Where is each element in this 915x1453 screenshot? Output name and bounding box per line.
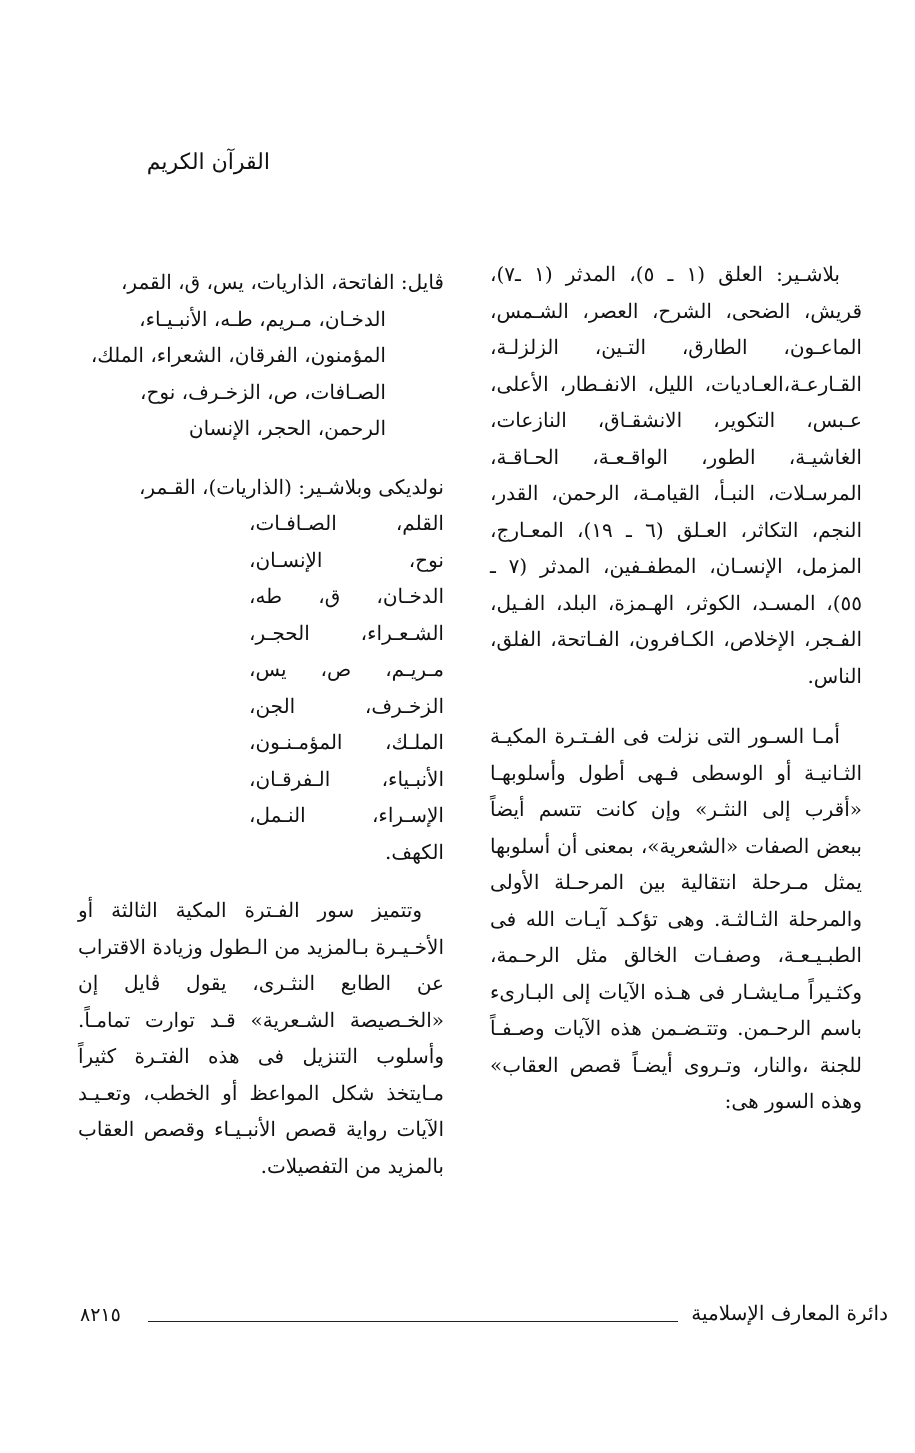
left-column <box>78 264 444 1208</box>
list-line: الزخـرف، الجن، <box>249 693 444 718</box>
noldeke-list-head: نولديكى وبلاشـير: (الذاريات)، القـمر، <box>138 474 444 499</box>
page-number: ٨٢١٥ <box>80 1304 121 1326</box>
footer-publication-title: دائرة المعارف الإسلامية <box>691 1301 888 1325</box>
footer-rule-divider <box>148 1321 678 1322</box>
noldeke-list-lines <box>249 505 444 870</box>
list-line: الشـعـراء، الحجـر، <box>249 620 444 645</box>
list-line: الأنبـياء، الـفرقـان، <box>249 766 444 791</box>
list-line: نوح، الإنسـان، <box>249 547 444 572</box>
page-footer <box>70 1298 888 1338</box>
blachere-list-paragraph: بلاشـير: العلق (١ ـ ٥)، المدثر (١ ـ٧)، قريش، الضحى، الشرح، العصر، الشـمس، الماعـون، الطارق، التـين، الزلزلـة، القـارعـة،العـاديات، الليل، الانفـطار، الأعلى، عـبس، التكوير، الانشقـاق، النازعات، الغاشيـة، الطور، الواقـعـة، الحـاقـة، المرسـلات، النبـأ، القيامـة، الرحمن، القدر، النجم، التكاثر، العـلق (٦ ـ ١٩)، المعـارج، المزمل، الإنسـان، المطفـفين، المدثر (٧ ـ ٥٥)، المسـد، الكوثر، الهـمزة، البلد، الفـيل، الفـجر، الإخلاص، الكـافرون، الفـاتحة، الفلق، الناس. <box>490 262 862 688</box>
list-line: الدخـان، ق، طه، <box>249 584 444 608</box>
list-line: المؤمنون، الفرقان، الشعراء، الملك، <box>90 343 386 367</box>
list-line: الصـافات، ص، الزخـرف، نوح، <box>140 379 386 404</box>
list-line: الدخـان، مـريم، طـه، الأنبـيـاء، <box>139 306 386 331</box>
list-line: الإسـراء، النـمل، <box>249 803 444 827</box>
weil-list-lines <box>78 301 386 447</box>
list-line: الكهف. <box>385 839 444 864</box>
noldeke-list <box>78 469 444 871</box>
weil-list-head: ڤايل: الفاتحة، الذاريات، يس، ق، القمر، <box>120 270 444 294</box>
noldeke-lines-wrapper <box>78 505 444 870</box>
list-line: الرحمن، الحجر، الإنسان <box>188 416 386 440</box>
list-line: مـريـم، ص، يس، <box>249 657 444 681</box>
weil-list <box>78 264 444 447</box>
list-line: الملـك، المؤمـنـون، <box>249 730 444 754</box>
right-column <box>490 256 862 1144</box>
second-period-paragraph: أمـا السـور التى نزلت فى الفـتـرة المكيـة الثـانيـة أو الوسطى فـهى أطول وأسلوبهـا «أقرب إلى النثـر» وإن كانت تتسم أيضاً ببعض الصفات «الشعرية»، بمعنى أن أسلوبها يمثل مـرحلة انتقالية بين المرحـلة الأولى والمرحلة الثـالثـة. وهى تؤكـد آيـات الله فى الطبـيـعـة، وصفـات الخالق مثل الرحـمة، وكثـيراً مـايشـار فى هـذه الآيات إلى البـارىء باسم الرحـمن. وتتـضـمن هذه الآيات وصـفـاً للجنة ،والنار، وتـروى أيضـاً قصص العقاب» وهذه السور هى: <box>490 724 862 1113</box>
third-period-paragraph: وتتميز سور الفـترة المكية الثالثة أو الأخـيـرة بـالمزيد من الـطول وزيادة الاقتراب عن الطابع النثـرى، يقول ڤايل إن «الخـصيصة الشـعرية» قـد توارت تمامـاً. وأسلوب التنزيل فى هذه الفتـرة كثيراً مـايتخذ شكل المواعظ أو الخطب، وتعـيـد الآيات رواية قصص الأنبـيـاء وقصص العقاب بالمزيد من التفصيلات. <box>78 898 444 1178</box>
list-line: القلم، الصـافـات، <box>249 511 444 535</box>
running-header-title: القرآن الكريم <box>146 150 270 175</box>
